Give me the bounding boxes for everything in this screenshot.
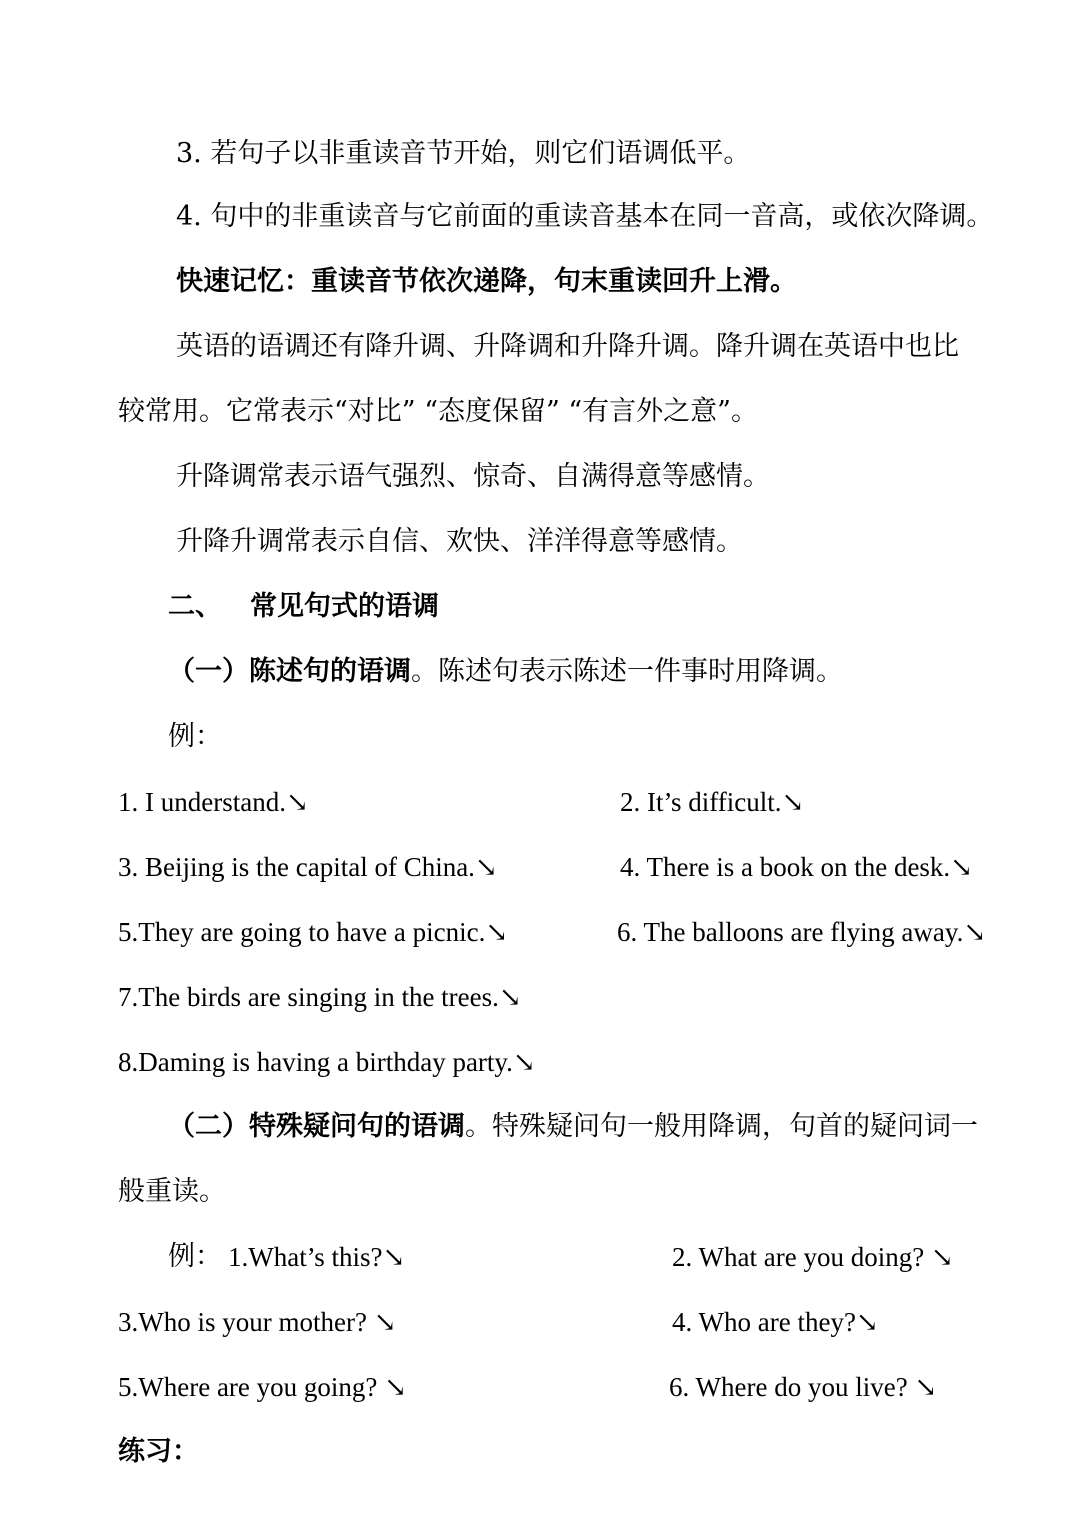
paragraph-rise-fall-rise: 升降升调常表示自信、欢快、洋洋得意等感情。 [176, 526, 743, 557]
quick-memory: 快速记忆：重读音节依次递降，句末重读回升上滑。 [176, 266, 797, 297]
question-sentence: 1.What’s this?↘ [228, 1242, 406, 1272]
paragraph-intonation-line1: 英语的语调还有降升调、升降调和升降升调。降升调在英语中也比 [176, 331, 959, 362]
subsection-1 [168, 655, 843, 689]
subsection-2 [168, 1110, 978, 1144]
subsection-1-title: （一）陈述句的语调 [168, 656, 411, 687]
example-sentence: 5.They are going to have a picnic.↘ [118, 917, 508, 947]
paragraph-intonation-line2: 较常用。它常表示“对比” “态度保留” “有言外之意”。 [118, 396, 758, 427]
subsection-2-text-cont: 般重读。 [118, 1176, 226, 1207]
rule-3: 3. 若句子以非重读音节开始，则它们语调低平。 [176, 138, 751, 169]
example-label: 例： [168, 721, 222, 752]
question-sentence: 5.Where are you going? ↘ [118, 1372, 407, 1402]
subsection-2-title: （二）特殊疑问句的语调 [168, 1111, 465, 1142]
example-sentence: 6. The balloons are flying away.↘ [617, 917, 987, 947]
example-label-2: 例： [168, 1241, 222, 1272]
question-sentence: 3.Who is your mother? ↘ [118, 1307, 397, 1337]
question-sentence: 6. Where do you live? ↘ [669, 1372, 938, 1402]
example-sentence: 7.The birds are singing in the trees.↘ [118, 982, 522, 1012]
example-sentence: 8.Daming is having a birthday party.↘ [118, 1047, 536, 1077]
example-sentence: 1. I understand.↘ [118, 787, 309, 817]
example-sentence: 3. Beijing is the capital of China.↘ [118, 852, 498, 882]
subsection-2-text: 。特殊疑问句一般用降调，句首的疑问词一 [465, 1111, 978, 1142]
subsection-1-text: 。陈述句表示陈述一件事时用降调。 [411, 656, 843, 687]
question-sentence: 2. What are you doing? ↘ [672, 1242, 954, 1272]
question-sentence: 4. Who are they?↘ [672, 1307, 879, 1337]
example-sentence: 4. There is a book on the desk.↘ [620, 852, 973, 882]
paragraph-rise-fall: 升降调常表示语气强烈、惊奇、自满得意等感情。 [176, 461, 770, 492]
practice-heading: 练习： [118, 1436, 199, 1467]
section-number: 二、 [168, 591, 222, 622]
rule-4: 4. 句中的非重读音与它前面的重读音基本在同一音高，或依次降调。 [176, 201, 994, 232]
example-sentence: 2. It’s difficult.↘ [620, 787, 805, 817]
section-title: 常见句式的语调 [250, 591, 439, 622]
